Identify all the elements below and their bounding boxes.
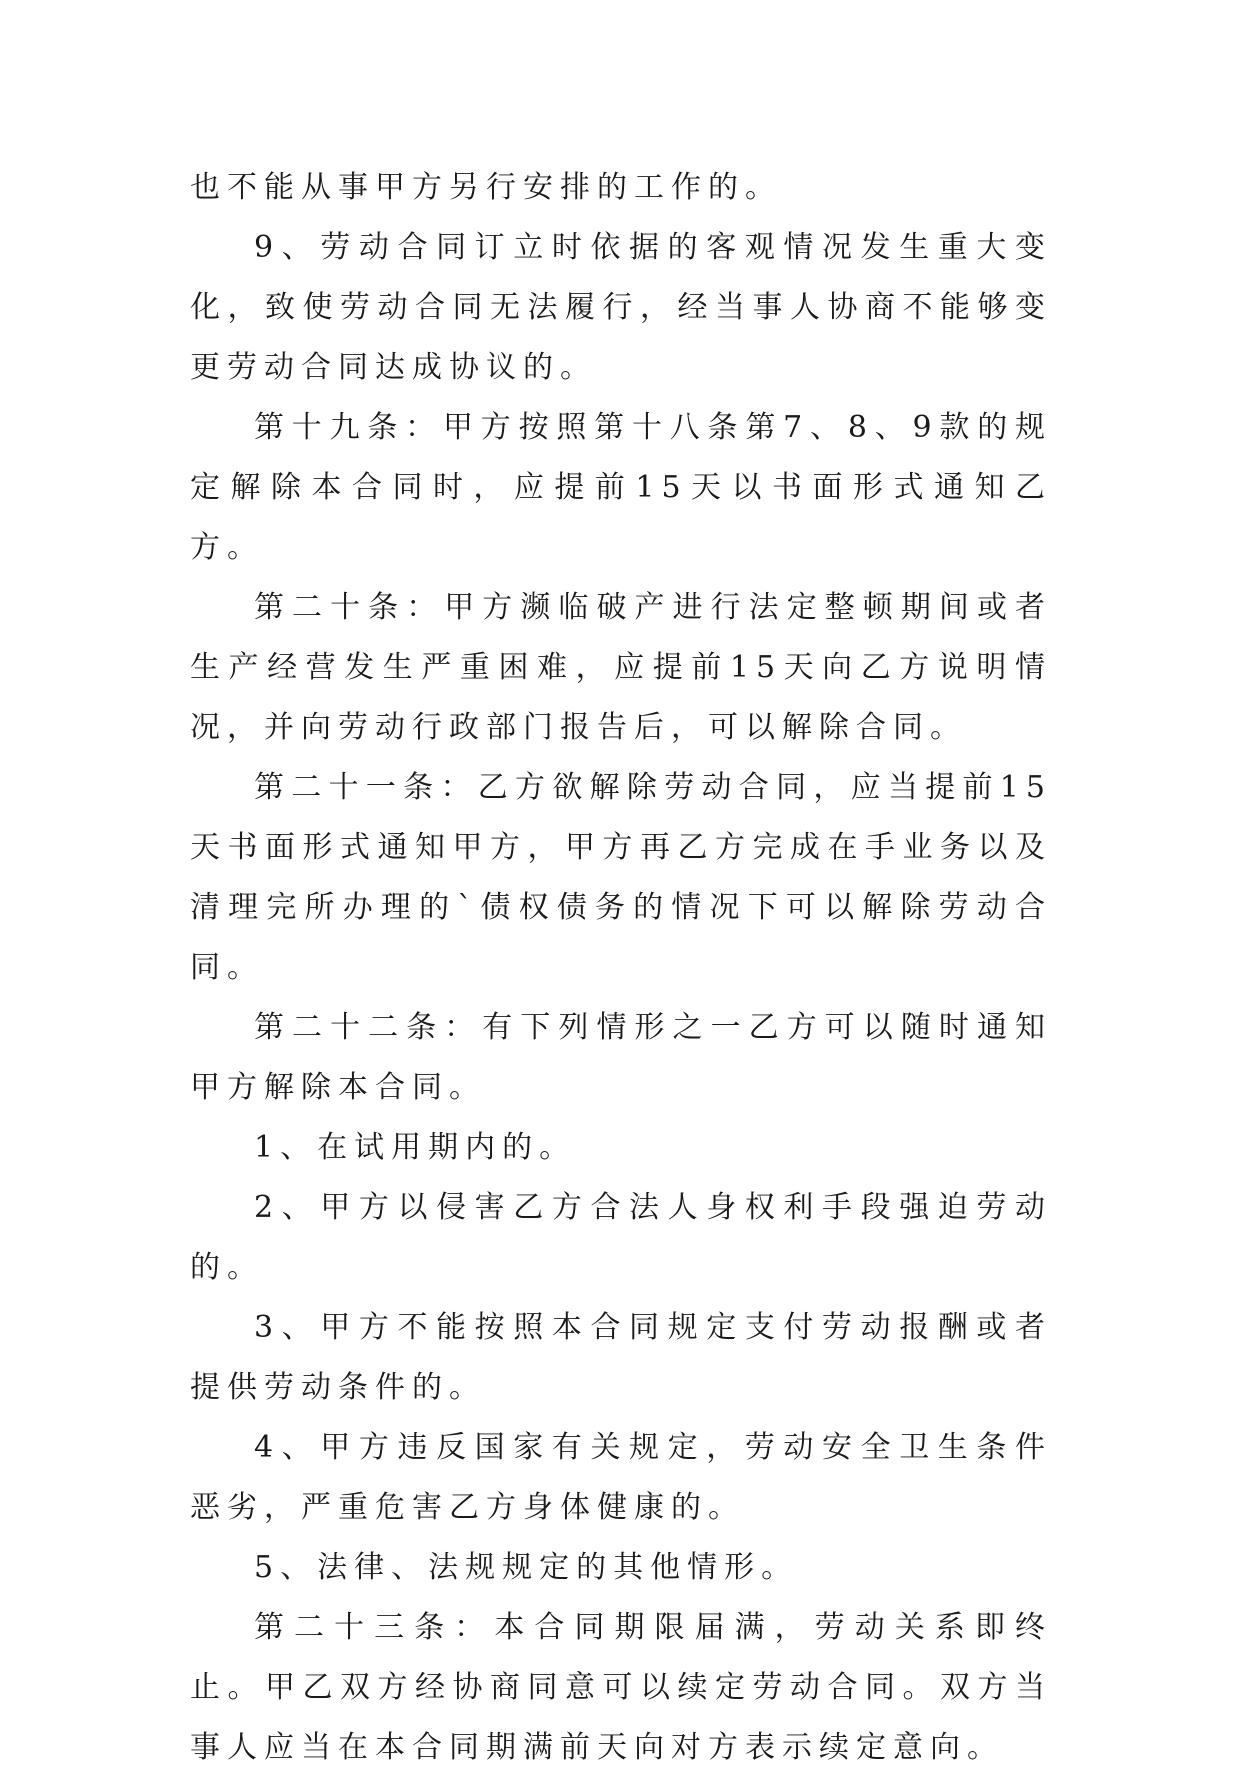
paragraph-article-22: 第二十二条：有下列情形之一乙方可以随时通知甲方解除本合同。 — [190, 1010, 1052, 1105]
paragraph-continuation: 也不能从事甲方另行安排的工作的。 — [190, 170, 782, 205]
list-item-4: 4、甲方违反国家有关规定，劳动安全卫生条件恶劣，严重危害乙方身体健康的。 — [190, 1430, 1052, 1525]
list-item-5: 5、法律、法规规定的其他情形。 — [254, 1550, 799, 1585]
paragraph-article-23: 第二十三条：本合同期限届满，劳动关系即终止。甲乙双方经协商同意可以续定劳动合同。双方当事人应当在本合同期满前天向对方表示续定意向。 — [190, 1610, 1052, 1765]
paragraph-item-9: 9、劳动合同订立时依据的客观情况发生重大变化，致使劳动合同无法履行，经当事人协商不能够变更劳动合同达成协议的。 — [190, 230, 1052, 385]
paragraph-article-20: 第二十条：甲方濒临破产进行法定整顿期间或者生产经营发生严重困难，应提前15天向乙方说明情况，并向劳动行政部门报告后，可以解除合同。 — [190, 590, 1052, 745]
paragraph-article-21: 第二十一条：乙方欲解除劳动合同，应当提前15天书面形式通知甲方，甲方再乙方完成在手业务以及清理完所办理的`债权债务的情况下可以解除劳动合同。 — [190, 770, 1052, 985]
list-item-3: 3、甲方不能按照本合同规定支付劳动报酬或者提供劳动条件的。 — [190, 1310, 1052, 1405]
document-body — [190, 158, 1052, 1778]
paragraph-article-19: 第十九条：甲方按照第十八条第7、8、9款的规定解除本合同时，应提前15天以书面形式通知乙方。 — [190, 410, 1052, 565]
list-item-1: 1、在试用期内的。 — [254, 1130, 577, 1165]
list-item-2: 2、甲方以侵害乙方合法人身权利手段强迫劳动的。 — [190, 1190, 1052, 1285]
